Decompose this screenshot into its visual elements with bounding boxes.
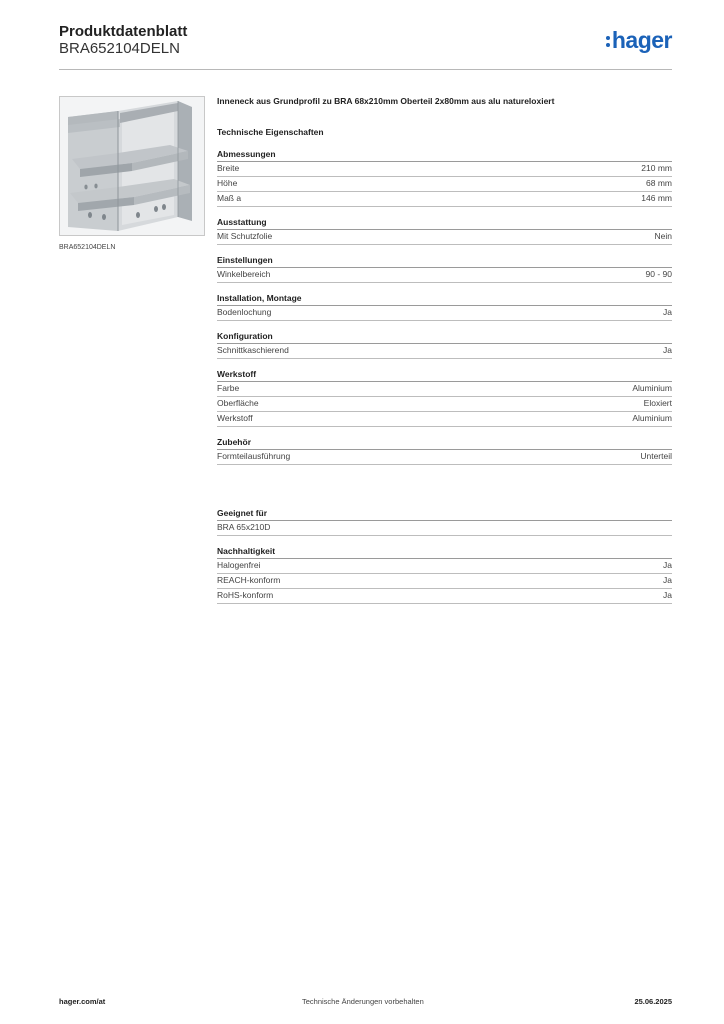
group-title: Konfiguration bbox=[217, 331, 672, 344]
product-code: BRA652104DELN bbox=[59, 40, 180, 57]
spec-value: Eloxiert bbox=[643, 398, 672, 408]
spec-label: REACH-konform bbox=[217, 575, 281, 585]
spec-label: Mit Schutzfolie bbox=[217, 231, 273, 241]
spec-label: Schnittkaschierend bbox=[217, 345, 289, 355]
spec-value: Aluminium bbox=[632, 383, 672, 393]
spec-row bbox=[217, 192, 672, 207]
spec-row bbox=[217, 397, 672, 412]
spec-label: Werkstoff bbox=[217, 413, 253, 423]
spec-group-sustainability bbox=[217, 546, 672, 604]
spec-label: RoHS-konform bbox=[217, 590, 274, 600]
spec-value: Ja bbox=[663, 307, 672, 317]
spec-group-installation bbox=[217, 293, 672, 321]
spec-row bbox=[217, 230, 672, 245]
spec-row bbox=[217, 306, 672, 321]
spec-value: Ja bbox=[663, 345, 672, 355]
spec-content bbox=[217, 96, 672, 604]
spec-row bbox=[217, 589, 672, 604]
logo-text: hager bbox=[611, 27, 672, 53]
spec-label: BRA 65x210D bbox=[217, 522, 271, 532]
spec-label: Maß a bbox=[217, 193, 242, 203]
group-title: Nachhaltigkeit bbox=[217, 546, 672, 559]
footer-date: 25.06.2025 bbox=[634, 997, 672, 1006]
product-image bbox=[59, 96, 205, 236]
section-title: Technische Eigenschaften bbox=[217, 127, 324, 137]
spec-group-settings bbox=[217, 255, 672, 283]
spec-group-accessories bbox=[217, 437, 672, 465]
spec-group-configuration bbox=[217, 331, 672, 359]
cable-duct-corner-illustration bbox=[60, 97, 204, 235]
page-title: Produktdatenblatt bbox=[59, 23, 188, 40]
spec-value: 210 mm bbox=[641, 163, 672, 173]
group-title: Werkstoff bbox=[217, 369, 672, 382]
spec-value: 146 mm bbox=[641, 193, 672, 203]
logo-colon-icon bbox=[606, 34, 610, 48]
spec-label: Halogenfrei bbox=[217, 560, 261, 570]
spec-row bbox=[217, 162, 672, 177]
group-title: Zubehör bbox=[217, 437, 672, 450]
spec-row bbox=[217, 382, 672, 397]
spec-value: 68 mm bbox=[646, 178, 672, 188]
spec-value: Aluminium bbox=[632, 413, 672, 423]
footer-note: Technische Änderungen vorbehalten bbox=[302, 997, 424, 1006]
image-caption: BRA652104DELN bbox=[59, 244, 116, 251]
spec-row bbox=[217, 450, 672, 465]
spec-label: Bodenlochung bbox=[217, 307, 272, 317]
spec-label: Höhe bbox=[217, 178, 238, 188]
group-title: Ausstattung bbox=[217, 217, 672, 230]
spec-value: Unterteil bbox=[640, 451, 672, 461]
spec-row bbox=[217, 559, 672, 574]
spec-value: 90 - 90 bbox=[645, 269, 672, 279]
spec-value: Ja bbox=[663, 560, 672, 570]
spec-label: Winkelbereich bbox=[217, 269, 271, 279]
spec-label: Farbe bbox=[217, 383, 240, 393]
product-description: Inneneck aus Grundprofil zu BRA 68x210mm Oberteil 2x80mm aus alu natureloxiert bbox=[217, 96, 555, 106]
spec-label: Oberfläche bbox=[217, 398, 259, 408]
page-header bbox=[59, 21, 672, 70]
section-spacer bbox=[217, 465, 672, 498]
spec-row bbox=[217, 521, 672, 536]
spec-row bbox=[217, 344, 672, 359]
spec-value: Nein bbox=[654, 231, 672, 241]
spec-group-material bbox=[217, 369, 672, 427]
spec-label: Breite bbox=[217, 163, 240, 173]
hager-logo bbox=[606, 27, 672, 54]
spec-group-equipment bbox=[217, 217, 672, 245]
spec-group-suitable-for bbox=[217, 508, 672, 536]
spec-group-dimensions bbox=[217, 149, 672, 207]
group-title: Abmessungen bbox=[217, 149, 672, 162]
group-title: Installation, Montage bbox=[217, 293, 672, 306]
group-title: Einstellungen bbox=[217, 255, 672, 268]
spec-row bbox=[217, 574, 672, 589]
spec-value: Ja bbox=[663, 575, 672, 585]
spec-row bbox=[217, 177, 672, 192]
group-title: Geeignet für bbox=[217, 508, 672, 521]
spec-row bbox=[217, 412, 672, 427]
footer-website-link[interactable]: hager.com/at bbox=[59, 997, 106, 1006]
spec-value: Ja bbox=[663, 590, 672, 600]
spec-row bbox=[217, 268, 672, 283]
spec-label: Formteilausführung bbox=[217, 451, 291, 461]
